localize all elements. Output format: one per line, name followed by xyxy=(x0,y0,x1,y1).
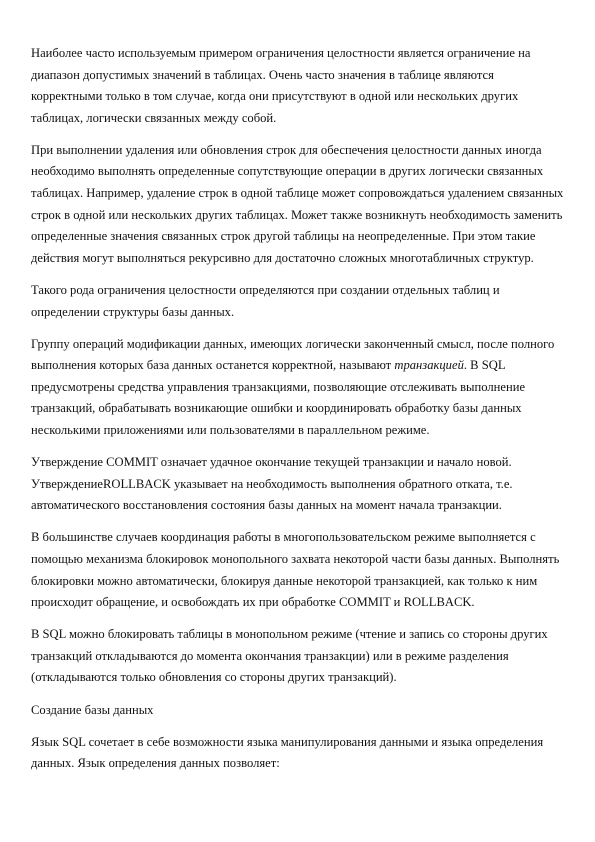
commit-rollback-text-start: Утверждение COMMIT означает удачное окончание текущей транзакции и начало новой. Утверждение xyxy=(31,455,512,491)
paragraph-sql-languages: Язык SQL сочетает в себе возможности языка манипулирования данными и языка определения данных. Язык определения данных позволяет: xyxy=(31,734,544,771)
paragraph-transactions xyxy=(31,334,567,442)
paragraph-locking: В большинстве случаев координация работы в многопользовательском режиме выполняется с помощью механизма блокировок монопольного захвата некоторой части базы данных. Выполнять блокировки можно автоматически, блокируя данные некоторой транзакцией, как только к ним происходит обращение, и освобождать их при обработке COMMIT и ROLLBACK. xyxy=(31,530,560,610)
transactions-text-start: Группу операций модификации данных, имеющих логически законченный смысл, после полного выполнения которых база данных останется корректной, называют xyxy=(31,336,555,373)
paragraph-integrity-constraints: Наиболее часто используемым примером ограничения целостности является ограничение на диапазон допустимых значений в таблицах. Очень часто значения в таблице являются корректными только в том случае, когда они присутствуют в одной или нескольких других таблицах, логически связанных между собой. xyxy=(31,46,531,125)
document-page xyxy=(31,43,567,785)
paragraph-table-locking-modes: В SQL можно блокировать таблицы в монопольном режиме (чтение и запись со стороны других транзакций откладываются до момента окончания транзакции) или в режиме разделения (откладываются только обновления со стороны других транзакций). xyxy=(31,627,548,685)
paragraph-constraint-definition: Такого рода ограничения целостности определяются при создании отдельных таблиц и определении структуры базы данных. xyxy=(31,282,500,319)
paragraph-cascade-operations: При выполнении удаления или обновления строк для обеспечения целостности данных иногда необходимо выполнять определенные сопутствующие операции в других логически связанных таблицах. Например, удаление строк в одной таблице может сопровождаться удалением связанных строк в одной или нескольких других таблицах. Может также возникнуть необходимость заменить определенные значения связанных строк другой таблицы на неопределенные. При этом такие действия могут выполняться рекурсивно для достаточно сложных многотабличных структур. xyxy=(31,142,564,265)
transactions-text-end: . В SQL предусмотрены средства управления транзакциями, позволяющие отслеживать выполнение транзакций, обрабатывать возникающие ошибки и координировать обработку базы данных несколькими приложениями или пользователями в параллельном режиме. xyxy=(31,358,526,437)
term-transaction: транзакцией xyxy=(394,358,464,373)
paragraph-commit-rollback xyxy=(31,452,567,517)
commit-rollback-text-end: ROLLBACK указывает на необходимость выполнения обратного отката, т.е. автоматического восстановления состояния базы данных на момент начала транзакции. xyxy=(31,476,513,513)
section-heading: Создание базы данных xyxy=(31,702,154,717)
